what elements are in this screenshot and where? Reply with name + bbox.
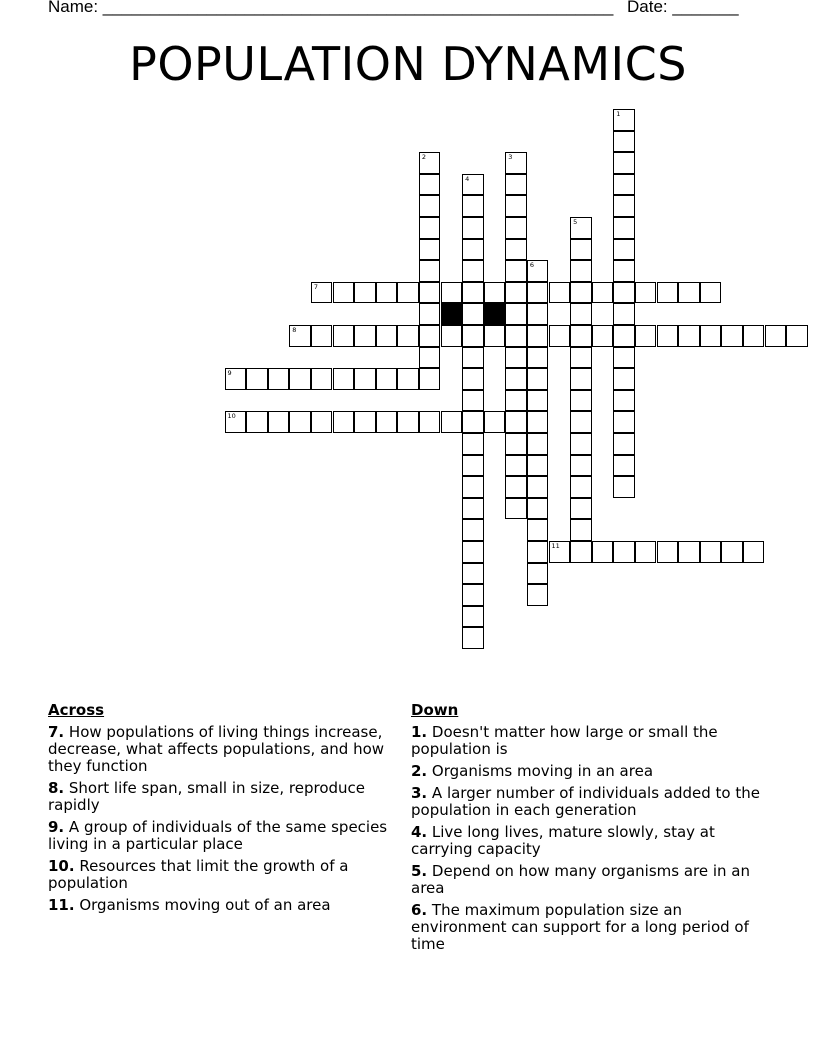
crossword-cell[interactable] <box>376 411 398 433</box>
crossword-cell[interactable] <box>419 174 441 196</box>
crossword-cell[interactable] <box>527 347 549 369</box>
clue-number-label: 3. <box>411 784 428 802</box>
crossword-cell[interactable] <box>549 325 571 347</box>
crossword-cell[interactable] <box>462 455 484 477</box>
crossword-cell[interactable] <box>700 541 722 563</box>
crossword-cell[interactable] <box>635 282 657 304</box>
down-clue-list <box>411 724 776 953</box>
clue-number: 11 <box>551 542 560 550</box>
across-clue <box>48 897 393 914</box>
crossword-cell[interactable] <box>505 411 527 433</box>
crossword-cell[interactable] <box>657 282 679 304</box>
down-clue <box>411 785 776 819</box>
clue-number: 4 <box>465 174 470 183</box>
crossword-cell[interactable] <box>311 368 333 390</box>
crossword-cell[interactable] <box>419 368 441 390</box>
clue-number-label: 8. <box>48 779 65 797</box>
across-clue-list <box>48 724 393 914</box>
clue-number: 5 <box>573 218 578 226</box>
crossword-cell[interactable] <box>505 433 527 455</box>
crossword-cell[interactable] <box>635 541 657 563</box>
clue-text: Live long lives, mature slowly, stay at carrying capacity <box>411 823 715 858</box>
crossword-cell[interactable] <box>354 368 376 390</box>
down-clue <box>411 724 776 758</box>
down-clue <box>411 902 776 953</box>
crossword-cell[interactable] <box>505 152 527 174</box>
crossword-cell[interactable] <box>289 325 311 347</box>
crossword-cell[interactable] <box>570 239 592 261</box>
clue-number: 6 <box>529 261 535 270</box>
crossword-cell[interactable] <box>505 239 527 261</box>
crossword-cell[interactable] <box>484 282 506 304</box>
down-clue <box>411 763 776 780</box>
crossword-cell[interactable] <box>311 411 333 433</box>
clue-number-label: 7. <box>48 723 65 741</box>
crossword-cell[interactable] <box>570 541 592 563</box>
crossword-cell[interactable] <box>613 390 635 412</box>
crossword-cell[interactable] <box>505 282 527 304</box>
clue-number-label: 6. <box>411 901 428 919</box>
crossword-cell[interactable] <box>419 217 441 239</box>
crossword-cell[interactable] <box>376 282 398 304</box>
crossword-cell[interactable] <box>570 303 592 325</box>
clue-text: Short life span, small in size, reproduce rapidly <box>48 779 366 814</box>
name-field-line: Name: ______________________________________________________ <box>48 0 614 16</box>
crossword-cell[interactable] <box>397 282 419 304</box>
clue-number-label: 5. <box>411 862 428 880</box>
crossword-cell[interactable] <box>462 498 484 520</box>
crossword-cell[interactable] <box>613 195 635 217</box>
crossword-cell[interactable] <box>419 325 441 347</box>
crossword-cell[interactable] <box>462 433 484 455</box>
across-clue <box>48 780 393 814</box>
crossword-cell[interactable] <box>333 325 355 347</box>
crossword-cell[interactable] <box>462 368 484 390</box>
crossword-cell[interactable] <box>376 368 398 390</box>
crossword-cell[interactable] <box>289 368 311 390</box>
crossword-cell[interactable] <box>441 411 463 433</box>
crossword-cell[interactable] <box>462 217 484 239</box>
crossword-cell[interactable] <box>613 347 635 369</box>
clue-number: 7 <box>313 282 319 291</box>
crossword-cell[interactable] <box>419 303 441 325</box>
crossword-cell[interactable] <box>311 325 333 347</box>
crossword-cell[interactable] <box>505 174 527 196</box>
across-clue <box>48 724 393 775</box>
crossword-cell[interactable] <box>570 325 592 347</box>
crossword-cell[interactable] <box>657 541 679 563</box>
crossword-cell[interactable] <box>527 519 549 541</box>
crossword-cell[interactable] <box>527 303 549 325</box>
crossword-cell[interactable] <box>462 584 484 606</box>
crossword-cell[interactable] <box>397 411 419 433</box>
crossword-cell[interactable] <box>333 368 355 390</box>
crossword-cell[interactable] <box>592 541 614 563</box>
crossword-cell[interactable] <box>592 282 614 304</box>
crossword-cell[interactable] <box>613 282 635 304</box>
crossword-cell[interactable] <box>505 217 527 239</box>
crossword-cell[interactable] <box>462 606 484 628</box>
crossword-cell[interactable] <box>289 411 311 433</box>
crossword-cell[interactable] <box>462 541 484 563</box>
crossword-cell[interactable] <box>462 476 484 498</box>
crossword-cell[interactable] <box>613 152 635 174</box>
crossword-cell[interactable] <box>505 455 527 477</box>
clue-text: Doesn't matter how large or small the population is <box>411 723 718 758</box>
crossword-cell[interactable] <box>505 303 527 325</box>
clue-number: 2 <box>421 153 427 162</box>
clue-number-label: 10. <box>48 857 75 875</box>
crossword-cell[interactable] <box>570 260 592 282</box>
crossword-cell[interactable] <box>721 541 743 563</box>
crossword-cell[interactable] <box>592 325 614 347</box>
crossword-cell[interactable] <box>462 303 484 325</box>
crossword-cell[interactable] <box>700 325 722 347</box>
crossword-cell[interactable] <box>462 519 484 541</box>
crossword-cell[interactable] <box>462 390 484 412</box>
down-heading: Down <box>411 701 459 719</box>
crossword-cell[interactable] <box>613 455 635 477</box>
crossword-cell[interactable] <box>743 325 765 347</box>
clue-number-label: 9. <box>48 818 65 836</box>
crossword-cell[interactable] <box>570 347 592 369</box>
crossword-cell[interactable] <box>246 368 268 390</box>
crossword-cell[interactable] <box>246 411 268 433</box>
crossword-cell[interactable] <box>570 411 592 433</box>
crossword-cell[interactable] <box>505 195 527 217</box>
crossword-cell[interactable] <box>527 282 549 304</box>
crossword-cell[interactable] <box>765 325 787 347</box>
crossword-cell[interactable] <box>527 368 549 390</box>
crossword-cell[interactable] <box>505 368 527 390</box>
crossword-cell[interactable] <box>354 325 376 347</box>
crossword-cell[interactable] <box>462 174 484 196</box>
crossword-cell[interactable] <box>570 217 592 239</box>
crossword-cell[interactable] <box>635 325 657 347</box>
crossword-cell[interactable] <box>462 627 484 649</box>
down-clue <box>411 863 776 897</box>
crossword-cell[interactable] <box>570 368 592 390</box>
crossword-cell[interactable] <box>527 325 549 347</box>
clue-text: Organisms moving out of an area <box>74 896 331 914</box>
crossword-cell[interactable] <box>225 368 247 390</box>
crossword-cell[interactable] <box>462 411 484 433</box>
crossword-cell[interactable] <box>419 152 441 174</box>
crossword-cell[interactable] <box>484 325 506 347</box>
clue-number: 9 <box>227 369 232 378</box>
crossword-cell[interactable] <box>678 541 700 563</box>
crossword-black-cell <box>441 303 463 325</box>
clue-number: 3 <box>508 153 513 162</box>
crossword-cell[interactable] <box>419 347 441 369</box>
crossword-cell[interactable] <box>743 541 765 563</box>
across-clue <box>48 858 393 892</box>
crossword-cell[interactable] <box>570 433 592 455</box>
crossword-cell[interactable] <box>225 411 247 433</box>
crossword-cell[interactable] <box>484 411 506 433</box>
crossword-cell[interactable] <box>527 433 549 455</box>
crossword-cell[interactable] <box>505 498 527 520</box>
crossword-cell[interactable] <box>441 325 463 347</box>
crossword-cell[interactable] <box>505 476 527 498</box>
crossword-cell[interactable] <box>678 325 700 347</box>
crossword-cell[interactable] <box>505 390 527 412</box>
crossword-cell[interactable] <box>527 541 549 563</box>
crossword-cell[interactable] <box>354 411 376 433</box>
crossword-cell[interactable] <box>786 325 808 347</box>
crossword-cell[interactable] <box>397 325 419 347</box>
crossword-cell[interactable] <box>527 411 549 433</box>
across-heading: Across <box>48 701 105 719</box>
clue-text: How populations of living things increase, decrease, what affects populations, and how they function <box>48 723 385 775</box>
crossword-cell[interactable] <box>613 109 635 131</box>
crossword-cell[interactable] <box>462 282 484 304</box>
crossword-cell[interactable] <box>613 368 635 390</box>
crossword-cell[interactable] <box>570 519 592 541</box>
crossword-cell[interactable] <box>419 411 441 433</box>
down-clue <box>411 824 776 858</box>
crossword-cell[interactable] <box>700 282 722 304</box>
crossword-cell[interactable] <box>527 563 549 585</box>
crossword-cell[interactable] <box>570 282 592 304</box>
crossword-cell[interactable] <box>527 260 549 282</box>
clue-number-label: 2. <box>411 762 428 780</box>
crossword-cell[interactable] <box>505 325 527 347</box>
down-clues <box>411 702 776 958</box>
crossword-cell[interactable] <box>333 282 355 304</box>
crossword-cell[interactable] <box>441 282 463 304</box>
crossword-cell[interactable] <box>613 325 635 347</box>
crossword-cell[interactable] <box>268 411 290 433</box>
across-clues <box>48 702 393 919</box>
crossword-cell[interactable] <box>505 347 527 369</box>
crossword-cell[interactable] <box>721 325 743 347</box>
crossword-cell[interactable] <box>570 390 592 412</box>
clue-text: The maximum population size an environment can support for a long period of time <box>411 901 749 953</box>
crossword-cell[interactable] <box>333 411 355 433</box>
clue-number: 1 <box>616 110 621 118</box>
crossword-cell[interactable] <box>462 260 484 282</box>
crossword-cell[interactable] <box>570 455 592 477</box>
across-clue <box>48 819 393 853</box>
crossword-cell[interactable] <box>376 325 398 347</box>
crossword-cell[interactable] <box>613 217 635 239</box>
clue-number: 8 <box>292 326 297 334</box>
crossword-cell[interactable] <box>462 239 484 261</box>
crossword-cell[interactable] <box>613 433 635 455</box>
crossword-cell[interactable] <box>419 282 441 304</box>
crossword-cell[interactable] <box>527 455 549 477</box>
clue-number-label: 1. <box>411 723 428 741</box>
crossword-cell[interactable] <box>462 325 484 347</box>
clue-text: A group of individuals of the same species living in a particular place <box>48 818 388 853</box>
crossword-cell[interactable] <box>527 584 549 606</box>
clue-text: Resources that limit the growth of a population <box>48 857 349 892</box>
crossword-cell[interactable] <box>613 174 635 196</box>
crossword-cell[interactable] <box>613 411 635 433</box>
crossword-cell[interactable] <box>462 563 484 585</box>
crossword-cell[interactable] <box>462 347 484 369</box>
clue-text: Depend on how many organisms are in an area <box>411 862 751 897</box>
crossword-cell[interactable] <box>549 282 571 304</box>
crossword-cell[interactable] <box>570 498 592 520</box>
crossword-cell[interactable] <box>570 476 592 498</box>
crossword-cell[interactable] <box>354 282 376 304</box>
crossword-cell[interactable] <box>419 260 441 282</box>
clue-text: A larger number of individuals added to the population in each generation <box>411 784 760 819</box>
crossword-cell[interactable] <box>527 498 549 520</box>
date-field-line: Date: _______ <box>627 0 739 16</box>
crossword-black-cell <box>484 303 506 325</box>
clue-number-label: 11. <box>48 896 75 914</box>
crossword-cell[interactable] <box>419 239 441 261</box>
crossword-cell[interactable] <box>397 368 419 390</box>
crossword-cell[interactable] <box>549 541 571 563</box>
crossword-cell[interactable] <box>268 368 290 390</box>
crossword-cell[interactable] <box>505 260 527 282</box>
clue-number: 10 <box>227 412 236 421</box>
crossword-cell[interactable] <box>678 282 700 304</box>
crossword-cell[interactable] <box>657 325 679 347</box>
clue-text: Organisms moving in an area <box>427 762 654 780</box>
crossword-cell[interactable] <box>311 282 333 304</box>
crossword-cell[interactable] <box>527 390 549 412</box>
crossword-cell[interactable] <box>419 195 441 217</box>
crossword-cell[interactable] <box>613 541 635 563</box>
crossword-cell[interactable] <box>613 303 635 325</box>
crossword-cell[interactable] <box>613 260 635 282</box>
crossword-cell[interactable] <box>613 239 635 261</box>
crossword-cell[interactable] <box>613 476 635 498</box>
crossword-cell[interactable] <box>527 476 549 498</box>
clue-number-label: 4. <box>411 823 428 841</box>
crossword-cell[interactable] <box>462 195 484 217</box>
page-title: POPULATION DYNAMICS <box>129 37 687 91</box>
crossword-cell[interactable] <box>613 131 635 153</box>
